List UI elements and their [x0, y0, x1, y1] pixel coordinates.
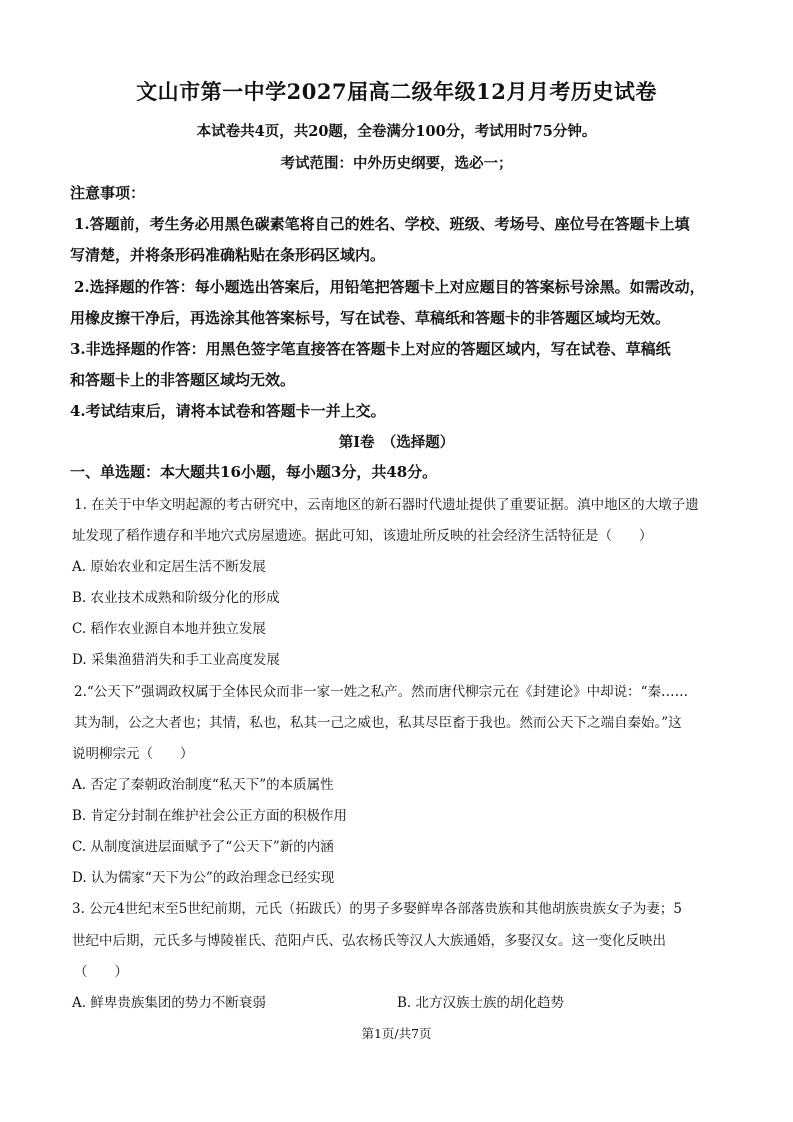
option-a: A. 原始农业和定居生活不断发展 [72, 559, 266, 575]
notice-line: 用橡皮擦干净后，再选涂其他答案标号，写在试卷、草稿纸和答题卡的非答题区域均无效。 [70, 309, 671, 327]
option-a: A. 否定了秦朝政治制度“私天下”的本质属性 [72, 777, 334, 793]
question-stem-line: 2.“公天下”强调政权属于全体民众而非一家一姓之私产。然而唐代柳宗元在《封建论》中却说：“秦…… [74, 684, 689, 700]
option-c: C. 稻作农业源自本地并独立发展 [72, 621, 266, 637]
question-stem-line: 1. 在关于中华文明起源的考古研究中，云南地区的新石器时代遗址提供了重要证据。滇中地区的大墩子遗 [74, 497, 699, 513]
notice-heading: 注意事项： [70, 184, 146, 202]
option-d: D. 认为儒家“天下为公”的政治理念已经实现 [72, 870, 335, 886]
exam-info: 本试卷共4页，共20题，全卷满分100分，考试用时75分钟。 [196, 123, 597, 140]
notice-line: 3.非选择题的作答：用黑色签字笔直接答在答题卡上对应的答题区域内，写在试卷、草稿纸 [70, 340, 671, 358]
option-d: D. 采集渔猎消失和手工业高度发展 [72, 652, 280, 668]
option-b: B. 肯定分封制在维护社会公正方面的积极作用 [72, 808, 348, 824]
notice-line: 4.考试结束后，请将本试卷和答题卡一并上交。 [70, 402, 386, 420]
option-c: C. 从制度演进层面赋予了“公天下”新的内涵 [72, 839, 334, 855]
question-stem-line: 其为制，公之大者也；其情，私也，私其一己之威也，私其尽臣畜于我也。然而公天下之端自秦始。”这 [74, 715, 682, 731]
option-a: A. 鲜卑贵族集团的势力不断衰弱 [72, 995, 266, 1011]
question-stem-line: 址发现了稻作遗存和半地穴式房屋遗迹。据此可知，该遗址所反映的社会经济生活特征是（ ） [72, 528, 653, 544]
option-b: B. 农业技术成熟和阶级分化的形成 [72, 590, 280, 606]
notice-line: 和答题卡上的非答题区域均无效。 [70, 371, 296, 389]
page-number: 第1页/共7页 [361, 1026, 432, 1041]
option-b: B. 北方汉族士族的胡化趋势 [397, 995, 565, 1011]
notice-line: 2.选择题的作答：每小题选出答案后，用铅笔把答题卡上对应题目的答案标号涂黑。如需改动， [74, 278, 705, 296]
question-stem-line: （ ） [74, 964, 128, 980]
question-stem-line: 说明柳宗元（ ） [72, 746, 194, 762]
part-heading: 一、单选题：本大题共16小题，每小题3分，共48分。 [70, 463, 438, 481]
question-stem-line: 3. 公元4世纪末至5世纪前期，元氏（拓跋氏）的男子多娶鲜卑各部落贵族和其他胡族贵族女子为妻；5 [72, 901, 682, 917]
notice-line: 写清楚，并将条形码准确粘贴在条形码区域内。 [70, 246, 386, 264]
notice-line: 1.答题前，考生务必用黑色碳素笔将自己的姓名、学校、班级、考场号、座位号在答题卡上填 [74, 215, 690, 233]
exam-scope: 考试范围：中外历史纲要，选必一； [280, 155, 513, 172]
page-title: 文山市第一中学2027届高二级年级12月月考历史试卷 [136, 79, 657, 104]
volume-heading: 第Ⅰ卷 （选择题） [338, 434, 455, 451]
question-stem-line: 世纪中后期，元氏多与博陵崔氏、范阳卢氏、弘农杨氏等汉人大族通婚，多娶汉女。这一变化反映出 [72, 933, 666, 949]
